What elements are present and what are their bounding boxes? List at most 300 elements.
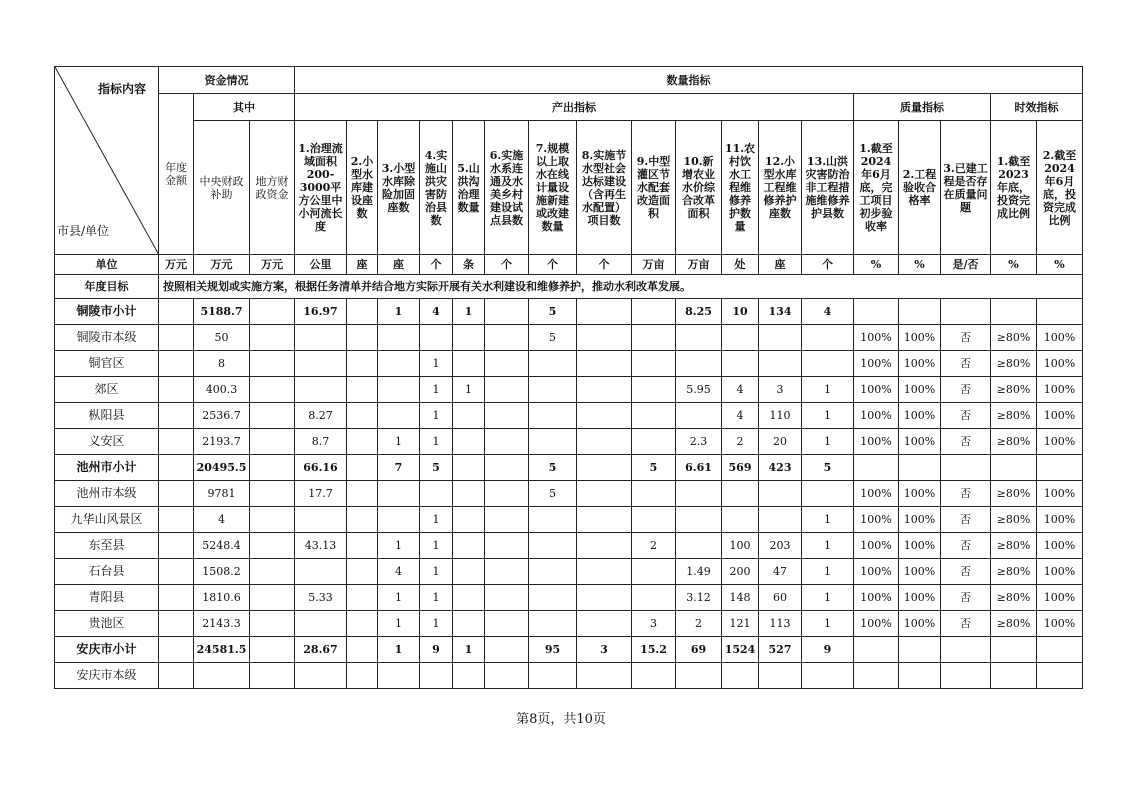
- unit-cell: 个: [577, 255, 632, 275]
- table-cell: 100%: [899, 611, 941, 637]
- table-cell: 1: [453, 637, 485, 663]
- table-cell: [159, 351, 194, 377]
- table-cell: [485, 481, 529, 507]
- unit-cell: 公里: [295, 255, 347, 275]
- table-cell: 1: [378, 299, 420, 325]
- table-cell: [577, 559, 632, 585]
- table-cell: 5: [802, 455, 854, 481]
- table-cell: 1: [378, 533, 420, 559]
- table-cell: [453, 533, 485, 559]
- column-header: 8.实施节水型社会达标建设（含再生水配置）项目数: [577, 121, 632, 255]
- table-cell: [577, 403, 632, 429]
- table-cell: 100%: [899, 351, 941, 377]
- table-cell: [159, 403, 194, 429]
- table-cell: [899, 637, 941, 663]
- table-cell: 100%: [854, 403, 899, 429]
- table-cell: [485, 455, 529, 481]
- table-cell: [159, 559, 194, 585]
- table-cell: 17.7: [295, 481, 347, 507]
- unit-cell: 个: [485, 255, 529, 275]
- table-cell: [676, 351, 722, 377]
- table-cell: [250, 351, 295, 377]
- table-cell: [347, 377, 378, 403]
- table-cell: 10: [722, 299, 759, 325]
- table-cell: ≥80%: [991, 325, 1037, 351]
- table-row: [55, 325, 1083, 351]
- table-cell: [632, 663, 676, 689]
- table-row: [55, 481, 1083, 507]
- table-cell: 100%: [1037, 611, 1083, 637]
- table-cell: [577, 455, 632, 481]
- table-cell: [453, 663, 485, 689]
- table-cell: [632, 403, 676, 429]
- row-name: 青阳县: [55, 585, 159, 611]
- table-cell: 3: [759, 377, 802, 403]
- table-cell: 100%: [899, 559, 941, 585]
- table-cell: [250, 403, 295, 429]
- unit-cell: 座: [347, 255, 378, 275]
- table-cell: [485, 533, 529, 559]
- table-cell: [854, 299, 899, 325]
- table-cell: [802, 663, 854, 689]
- table-cell: 1524: [722, 637, 759, 663]
- table-cell: 1: [378, 585, 420, 611]
- table-cell: 100%: [1037, 403, 1083, 429]
- table-cell: 1508.2: [194, 559, 250, 585]
- table-cell: 100%: [854, 533, 899, 559]
- table-cell: [485, 663, 529, 689]
- table-cell: [250, 507, 295, 533]
- table-cell: [485, 351, 529, 377]
- table-cell: 1: [420, 507, 453, 533]
- table-cell: [676, 403, 722, 429]
- table-cell: [899, 299, 941, 325]
- row-name: 铜陵市小计: [55, 299, 159, 325]
- table-cell: [347, 455, 378, 481]
- table-cell: 否: [941, 377, 991, 403]
- table-cell: [577, 585, 632, 611]
- table-cell: [676, 533, 722, 559]
- table-cell: [453, 429, 485, 455]
- row-name: 铜陵市本级: [55, 325, 159, 351]
- table-cell: 6.61: [676, 455, 722, 481]
- table-cell: [577, 481, 632, 507]
- table-cell: [759, 325, 802, 351]
- row-name: 东至县: [55, 533, 159, 559]
- table-cell: 3.12: [676, 585, 722, 611]
- table-cell: 1: [420, 351, 453, 377]
- table-cell: 否: [941, 325, 991, 351]
- table-cell: 43.13: [295, 533, 347, 559]
- table-cell: [676, 481, 722, 507]
- header-quantity: 数量指标: [295, 67, 1083, 94]
- table-cell: 1: [802, 559, 854, 585]
- table-cell: [632, 559, 676, 585]
- table-cell: 2: [722, 429, 759, 455]
- table-cell: 527: [759, 637, 802, 663]
- table-cell: 100%: [854, 611, 899, 637]
- table-cell: 100%: [899, 585, 941, 611]
- table-cell: 100%: [1037, 481, 1083, 507]
- table-cell: [295, 325, 347, 351]
- table-cell: 否: [941, 585, 991, 611]
- table-cell: [854, 455, 899, 481]
- table-cell: 134: [759, 299, 802, 325]
- table-cell: 100%: [854, 559, 899, 585]
- table-row: [55, 403, 1083, 429]
- table-cell: [378, 663, 420, 689]
- table-cell: [453, 611, 485, 637]
- column-header: 3.已建工程是否存在质量问题: [941, 121, 991, 255]
- table-cell: [295, 507, 347, 533]
- unit-cell: %: [854, 255, 899, 275]
- table-cell: [295, 559, 347, 585]
- table-cell: [991, 455, 1037, 481]
- row-name: 铜官区: [55, 351, 159, 377]
- column-header: 3.小型水库除险加固座数: [378, 121, 420, 255]
- table-cell: [722, 481, 759, 507]
- table-cell: [159, 455, 194, 481]
- table-cell: 4: [420, 299, 453, 325]
- table-cell: [250, 611, 295, 637]
- column-header: 2.截至2024年6月底，投资完成比例: [1037, 121, 1083, 255]
- table-cell: 2: [676, 611, 722, 637]
- table-cell: ≥80%: [991, 559, 1037, 585]
- page-footer: 第8页，共10页: [516, 712, 606, 727]
- table-row: [55, 299, 1083, 325]
- table-cell: [759, 351, 802, 377]
- table-cell: [453, 403, 485, 429]
- table-cell: 423: [759, 455, 802, 481]
- table-cell: [250, 585, 295, 611]
- table-cell: 1: [420, 585, 453, 611]
- table-cell: 1: [802, 611, 854, 637]
- table-cell: [453, 585, 485, 611]
- unit-cell: 座: [759, 255, 802, 275]
- table-cell: ≥80%: [991, 429, 1037, 455]
- table-cell: [485, 325, 529, 351]
- table-cell: 100%: [1037, 533, 1083, 559]
- table-cell: 20: [759, 429, 802, 455]
- table-cell: [529, 611, 577, 637]
- table-cell: 100%: [899, 533, 941, 559]
- table-cell: 8: [194, 351, 250, 377]
- table-cell: 1810.6: [194, 585, 250, 611]
- table-cell: ≥80%: [991, 351, 1037, 377]
- table-cell: 否: [941, 403, 991, 429]
- table-cell: [529, 559, 577, 585]
- unit-cell: 万元: [194, 255, 250, 275]
- unit-cell: 万元: [250, 255, 295, 275]
- table-cell: [529, 429, 577, 455]
- row-name: 安庆市小计: [55, 637, 159, 663]
- row-name: 九华山风景区: [55, 507, 159, 533]
- table-cell: 100%: [854, 481, 899, 507]
- table-cell: [577, 299, 632, 325]
- table-cell: 20495.5: [194, 455, 250, 481]
- table-cell: 100%: [899, 429, 941, 455]
- row-name: 池州市小计: [55, 455, 159, 481]
- table-cell: [453, 455, 485, 481]
- table-cell: [722, 507, 759, 533]
- table-cell: 8.7: [295, 429, 347, 455]
- table-cell: [485, 637, 529, 663]
- table-cell: [632, 377, 676, 403]
- table-cell: 66.16: [295, 455, 347, 481]
- column-header: 1.截至2023年底，投资完成比例: [991, 121, 1037, 255]
- unit-cell: 座: [378, 255, 420, 275]
- table-cell: [250, 429, 295, 455]
- table-cell: [347, 507, 378, 533]
- table-cell: 4: [722, 377, 759, 403]
- table-cell: 100%: [899, 481, 941, 507]
- table-cell: 110: [759, 403, 802, 429]
- table-cell: 5.33: [295, 585, 347, 611]
- table-cell: [295, 377, 347, 403]
- table-cell: [378, 325, 420, 351]
- header-corner-cell: [55, 67, 159, 255]
- table-cell: 1: [802, 377, 854, 403]
- table-cell: [676, 507, 722, 533]
- table-cell: 100%: [854, 429, 899, 455]
- table-cell: [250, 325, 295, 351]
- goal-text: 按照相关规划或实施方案，根据任务清单并结合地方实际开展有关水利建设和维修养护，推动水利改革发展。: [159, 275, 1083, 299]
- table-cell: 1: [802, 507, 854, 533]
- table-cell: [250, 637, 295, 663]
- table-cell: 100: [722, 533, 759, 559]
- table-cell: [941, 299, 991, 325]
- header-local-funds: 地方财政资金: [250, 121, 295, 255]
- table-cell: [347, 559, 378, 585]
- table-cell: 100%: [1037, 325, 1083, 351]
- table-cell: [347, 663, 378, 689]
- table-cell: [347, 325, 378, 351]
- table-cell: [632, 351, 676, 377]
- table-cell: [159, 299, 194, 325]
- table-cell: [378, 403, 420, 429]
- table-cell: 100%: [899, 403, 941, 429]
- table-cell: [295, 663, 347, 689]
- table-cell: [420, 663, 453, 689]
- table-cell: [676, 663, 722, 689]
- table-cell: [485, 429, 529, 455]
- table-cell: 5: [529, 455, 577, 481]
- table-cell: [632, 507, 676, 533]
- table-cell: 否: [941, 559, 991, 585]
- table-cell: [722, 325, 759, 351]
- row-name: 池州市本级: [55, 481, 159, 507]
- table-cell: [577, 663, 632, 689]
- table-cell: 47: [759, 559, 802, 585]
- table-cell: [529, 663, 577, 689]
- table-cell: 24581.5: [194, 637, 250, 663]
- table-cell: 否: [941, 481, 991, 507]
- table-cell: 60: [759, 585, 802, 611]
- table-cell: [722, 351, 759, 377]
- unit-cell: 万亩: [676, 255, 722, 275]
- table-cell: 1: [420, 377, 453, 403]
- table-cell: [1037, 637, 1083, 663]
- unit-cell: 万元: [159, 255, 194, 275]
- table-cell: [347, 481, 378, 507]
- table-cell: 4: [802, 299, 854, 325]
- table-cell: 1: [802, 429, 854, 455]
- table-cell: [485, 299, 529, 325]
- table-cell: [759, 663, 802, 689]
- table-row: [55, 533, 1083, 559]
- table-cell: [347, 611, 378, 637]
- table-cell: 3: [577, 637, 632, 663]
- unit-cell: 条: [453, 255, 485, 275]
- column-header: 1.治理流域面积200-3000平方公里中小河流长度: [295, 121, 347, 255]
- unit-cell: 处: [722, 255, 759, 275]
- table-cell: ≥80%: [991, 611, 1037, 637]
- table-cell: 1: [453, 377, 485, 403]
- unit-cell: 万亩: [632, 255, 676, 275]
- table-cell: 2193.7: [194, 429, 250, 455]
- table-cell: [347, 299, 378, 325]
- table-cell: 否: [941, 351, 991, 377]
- corner-label-unit: 市县/单位: [57, 224, 110, 238]
- table-cell: 2536.7: [194, 403, 250, 429]
- table-cell: 100%: [854, 507, 899, 533]
- table-cell: [159, 481, 194, 507]
- table-cell: [159, 507, 194, 533]
- table-cell: [577, 429, 632, 455]
- table-cell: 100%: [854, 351, 899, 377]
- table-cell: 100%: [854, 377, 899, 403]
- column-header: 6.实施水系连通及水美乡村建设试点县数: [485, 121, 529, 255]
- table-cell: 5: [632, 455, 676, 481]
- indicator-table: [54, 66, 1083, 689]
- table-cell: 4: [194, 507, 250, 533]
- unit-cell: 是/否: [941, 255, 991, 275]
- table-cell: [577, 351, 632, 377]
- unit-cell: 个: [529, 255, 577, 275]
- column-header: 7.规模以上取水在线计量设施新建或改建数量: [529, 121, 577, 255]
- table-cell: [250, 663, 295, 689]
- table-cell: 16.97: [295, 299, 347, 325]
- table-cell: 100%: [1037, 377, 1083, 403]
- column-header: 10.新增农业水价综合改革面积: [676, 121, 722, 255]
- table-cell: 100%: [1037, 351, 1083, 377]
- table-row: [55, 429, 1083, 455]
- header-quality: 质量指标: [854, 94, 991, 121]
- table-cell: 4: [722, 403, 759, 429]
- table-cell: 100%: [1037, 585, 1083, 611]
- table-cell: [485, 559, 529, 585]
- table-cell: [941, 455, 991, 481]
- table-cell: 1: [453, 299, 485, 325]
- table-cell: [250, 533, 295, 559]
- table-cell: [577, 533, 632, 559]
- table-cell: 100%: [1037, 507, 1083, 533]
- table-cell: 100%: [899, 507, 941, 533]
- table-cell: [529, 585, 577, 611]
- table-cell: [529, 533, 577, 559]
- table-cell: [941, 663, 991, 689]
- table-cell: 200: [722, 559, 759, 585]
- table-cell: 4: [378, 559, 420, 585]
- table-cell: [632, 481, 676, 507]
- table-cell: 1: [420, 403, 453, 429]
- table-cell: [420, 325, 453, 351]
- table-cell: [632, 299, 676, 325]
- table-cell: 1: [802, 533, 854, 559]
- column-header: 12.小型水库工程维修养护座数: [759, 121, 802, 255]
- table-cell: [529, 507, 577, 533]
- table-cell: 1: [378, 429, 420, 455]
- table-cell: [854, 663, 899, 689]
- table-cell: 1: [420, 533, 453, 559]
- header-timeliness: 时效指标: [991, 94, 1083, 121]
- table-cell: 5: [420, 455, 453, 481]
- table-cell: 569: [722, 455, 759, 481]
- table-cell: [378, 351, 420, 377]
- row-name: 石台县: [55, 559, 159, 585]
- table-cell: [991, 663, 1037, 689]
- table-cell: ≥80%: [991, 585, 1037, 611]
- table-cell: [250, 377, 295, 403]
- table-row: [55, 637, 1083, 663]
- table-cell: [802, 351, 854, 377]
- column-header: 2.工程验收合格率: [899, 121, 941, 255]
- table-cell: [347, 403, 378, 429]
- table-cell: 95: [529, 637, 577, 663]
- table-cell: [250, 481, 295, 507]
- table-cell: [453, 325, 485, 351]
- table-cell: [250, 559, 295, 585]
- table-cell: 5248.4: [194, 533, 250, 559]
- table-row: [55, 611, 1083, 637]
- table-cell: [632, 325, 676, 351]
- table-cell: 121: [722, 611, 759, 637]
- corner-label-indicator: 指标内容: [97, 82, 146, 96]
- table-cell: [159, 325, 194, 351]
- table-cell: 3: [632, 611, 676, 637]
- table-cell: 1: [802, 403, 854, 429]
- table-cell: 100%: [1037, 429, 1083, 455]
- table-cell: [378, 507, 420, 533]
- column-header: 1.截至2024年6月底，完工项目初步验收率: [854, 121, 899, 255]
- goal-label: 年度目标: [55, 275, 159, 299]
- table-cell: 2: [632, 533, 676, 559]
- table-cell: [632, 429, 676, 455]
- unit-cell: %: [991, 255, 1037, 275]
- row-name: 安庆市本级: [55, 663, 159, 689]
- table-cell: [347, 637, 378, 663]
- column-header: 9.中型灌区节水配套改造面积: [632, 121, 676, 255]
- table-cell: [991, 299, 1037, 325]
- table-cell: 100%: [899, 325, 941, 351]
- table-cell: 5.95: [676, 377, 722, 403]
- table-cell: [577, 611, 632, 637]
- table-cell: [485, 403, 529, 429]
- table-cell: 100%: [1037, 559, 1083, 585]
- table-cell: [899, 663, 941, 689]
- table-cell: [159, 429, 194, 455]
- table-cell: [453, 481, 485, 507]
- table-row: [55, 663, 1083, 689]
- table-cell: [577, 377, 632, 403]
- table-cell: [347, 533, 378, 559]
- table-cell: 69: [676, 637, 722, 663]
- table-cell: 2.3: [676, 429, 722, 455]
- table-cell: [854, 637, 899, 663]
- table-cell: 15.2: [632, 637, 676, 663]
- table-cell: [577, 507, 632, 533]
- table-cell: [159, 533, 194, 559]
